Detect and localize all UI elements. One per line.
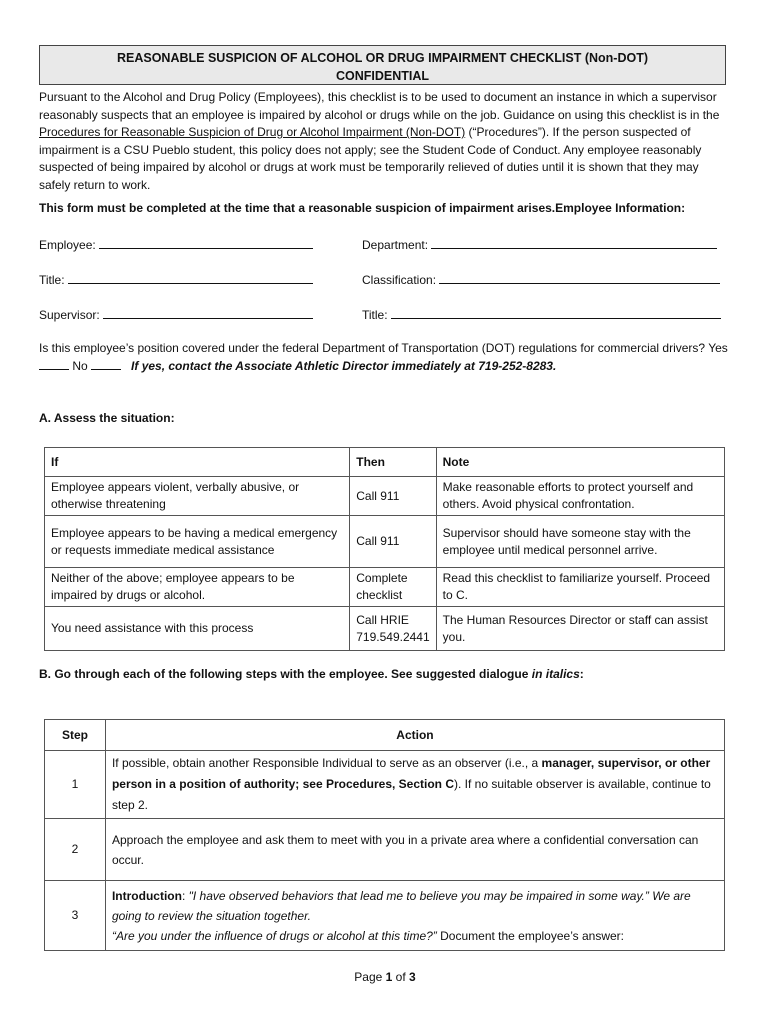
employee-line[interactable] [99, 236, 313, 249]
table-row [45, 881, 725, 951]
header-note: Note [436, 448, 724, 477]
title-label: Title: [39, 273, 65, 287]
section-b-text: B. Go through each of the following steps with the employee. See suggested dialogue [39, 667, 532, 681]
current-page: 1 [385, 970, 393, 984]
dot-question-text: Is this employee’s position covered under the federal Department of Transportation (DOT) regulations for commercial drivers? Yes [39, 341, 728, 355]
step3-label: Introduction [111, 888, 182, 903]
supervisor-title-field[interactable] [362, 306, 721, 322]
form-note: This form must be completed at the time that a reasonable suspicion of impairment arises.Employee Information: [39, 201, 686, 215]
row-then [350, 607, 436, 651]
intro-paragraph [39, 89, 729, 194]
row-if: Employee appears to be having a medical emergency or requests immediate medical assistance [45, 516, 350, 568]
section-a-heading: A. Assess the situation: [39, 411, 175, 425]
step1-text-a: If possible, obtain another Responsible Individual to serve as an observer (i.e., a [111, 756, 542, 770]
table-row [45, 751, 725, 819]
header-step: Step [45, 720, 106, 751]
page-title [39, 45, 726, 85]
table-row [45, 477, 725, 516]
step-action: Approach the employee and ask them to meet with you in a private area where a confidential conversation can occur. [105, 819, 724, 881]
row-if: You need assistance with this process [45, 607, 350, 651]
classification-line[interactable] [439, 271, 720, 284]
table-row [45, 568, 725, 607]
row-note: Make reasonable efforts to protect yourself and others. Avoid physical confrontation. [436, 477, 724, 516]
section-b-colon: : [579, 667, 584, 681]
steps-table [44, 719, 725, 951]
title-line-2: CONFIDENTIAL [335, 69, 430, 83]
table-row [45, 819, 725, 881]
row-note: Supervisor should have someone stay with the employee until medical personnel arrive. [436, 516, 724, 568]
dot-question [39, 340, 739, 375]
step3-colon: : [181, 888, 189, 903]
supervisor-title-line[interactable] [391, 306, 721, 319]
steps-header-row [45, 720, 725, 751]
step-number: 3 [45, 881, 106, 951]
procedures-link[interactable]: Procedures for Reasonable Suspicion of Drug or Alcohol Impairment (Non-DOT) [39, 125, 466, 139]
table-row [45, 516, 725, 568]
dot-contact-note: If yes, contact the Associate Athletic Director immediately at 719-252-8283. [131, 358, 557, 373]
assess-situation-table [44, 447, 725, 651]
supervisor-field[interactable] [39, 306, 313, 322]
no-label: No [69, 358, 92, 373]
row-then: Call 911 [350, 477, 436, 516]
hrie-phone: 719.549.2441 [356, 629, 430, 644]
step-action [105, 751, 724, 819]
header-then: Then [350, 448, 436, 477]
step3-italic-1: "I have observed behaviors that lead me to believe you may be impaired in some way.” We are going to review the situation together. [111, 888, 691, 923]
no-blank[interactable] [91, 358, 121, 370]
total-pages: 3 [409, 970, 416, 984]
supervisor-label: Supervisor: [39, 308, 100, 322]
page-footer [0, 970, 770, 984]
intro-text-1: Pursuant to the Alcohol and Drug Policy (Employees), this checklist is to be used to document an instance in which a supervisor reasonably suspects that an employee is impaired by alcohol or drugs while on the job. Guidance on using this checklist is in the [39, 90, 720, 122]
row-if: Employee appears violent, verbally abusive, or otherwise threatening [45, 477, 350, 516]
section-b-italic: in italics [531, 667, 580, 681]
table-header-row [45, 448, 725, 477]
table-row [45, 607, 725, 651]
employee-label: Employee: [39, 238, 96, 252]
step1-bold: manager, supervisor, or other person in a position of authority; see Procedures, Section C [111, 756, 711, 791]
step-action [105, 881, 724, 951]
supervisor-title-label: Title: [362, 308, 388, 322]
step3-tail: Document the employee’s answer: [436, 928, 625, 943]
footer-prefix: Page [354, 970, 386, 984]
row-if: Neither of the above; employee appears to be impaired by drugs or alcohol. [45, 568, 350, 607]
intro-text-2: (“Procedures”). If the person suspected of impairment is a CSU Pueblo student, this policy does not apply; see the Student Code of Conduct. Any employee reasonably suspected of being impaired by alcohol or drugs at work must be temporarily relieved of duties until it is shown that they may safely return to work. [39, 125, 702, 192]
supervisor-line[interactable] [103, 306, 313, 319]
classification-field[interactable] [362, 271, 720, 287]
department-line[interactable] [431, 236, 717, 249]
yes-blank[interactable] [39, 358, 69, 370]
row-note: The Human Resources Director or staff can assist you. [436, 607, 724, 651]
department-field[interactable] [362, 236, 717, 252]
row-note: Read this checklist to familiarize yourself. Proceed to C. [436, 568, 724, 607]
title-field[interactable] [39, 271, 313, 287]
department-label: Department: [362, 238, 429, 252]
step-number: 1 [45, 751, 106, 819]
header-if: If [45, 448, 350, 477]
header-action: Action [105, 720, 724, 751]
classification-label: Classification: [362, 273, 437, 287]
step-number: 2 [45, 819, 106, 881]
step1-text-b: ). If no suitable observer is available, continue to step 2. [111, 777, 711, 812]
title-line[interactable] [68, 271, 313, 284]
row-then: Complete checklist [350, 568, 436, 607]
step3-italic-2: “Are you under the influence of drugs or alcohol at this time?” [111, 928, 437, 943]
employee-field[interactable] [39, 236, 313, 252]
title-line-1: REASONABLE SUSPICION OF ALCOHOL OR DRUG IMPAIRMENT CHECKLIST (Non-DOT) [116, 51, 648, 65]
row-then: Call 911 [350, 516, 436, 568]
section-b-heading [39, 667, 584, 681]
footer-of: of [392, 970, 410, 984]
hrie-label: Call HRIE [356, 612, 409, 627]
